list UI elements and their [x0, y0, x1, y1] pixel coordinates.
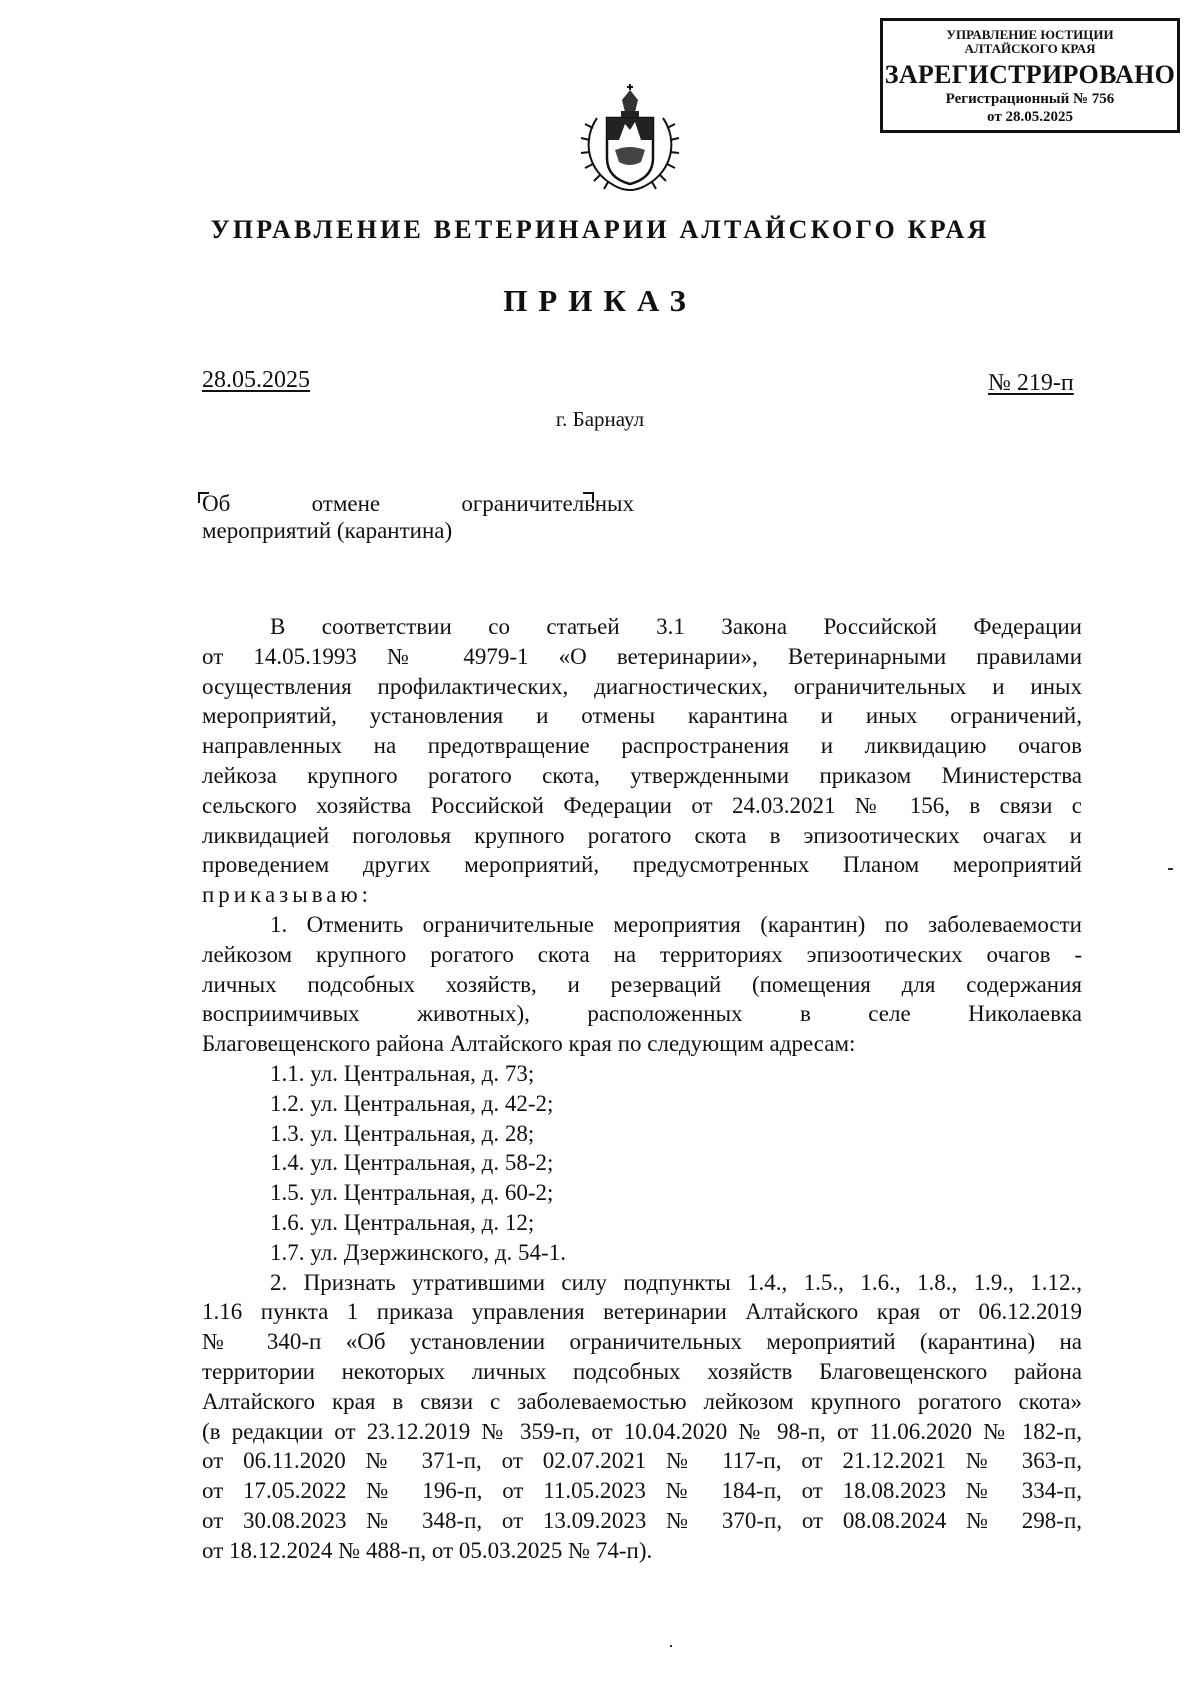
item1-line: Благовещенского района Алтайского края по следующим адресам:	[202, 1031, 856, 1057]
order-word: приказываю:	[202, 882, 373, 908]
agency-title: УПРАВЛЕНИЕ ВЕТЕРИНАРИИ АЛТАЙСКОГО КРАЯ	[210, 215, 990, 244]
item2-line: от 17.05.2022 № 196-п, от 11.05.2023 № 184-п, от 18.08.2023 № 334-п,	[202, 1478, 1082, 1504]
item2-line: (в редакции от 23.12.2019 № 359-п, от 10.04.2020 № 98-п, от 11.06.2020 № 182-п,	[202, 1418, 1082, 1444]
preamble-line: ликвидацией поголовья крупного рогатого скота в эпизоотических очагах и	[202, 822, 1082, 848]
order-number: № 219-п	[988, 370, 1074, 396]
address-item: 1.1. ул. Центральная, д. 73;	[270, 1060, 535, 1086]
preamble-line: от 14.05.1993 № 4979-1 «О ветеринарии», Ветеринарными правилами	[202, 643, 1082, 669]
stamp-status: ЗАРЕГИСТРИРОВАНО	[884, 60, 1176, 89]
item1-line: личных подсобных хозяйств, и резерваций (помещения для содержания	[202, 971, 1082, 997]
preamble-line: проведением других мероприятий, предусмотренных Планом мероприятий	[202, 852, 1082, 878]
scan-speck	[670, 1645, 672, 1647]
item1-line: 1. Отменить ограничительные мероприятия (карантин) по заболеваемости	[270, 911, 1082, 937]
address-item: 1.6. ул. Центральная, д. 12;	[270, 1209, 535, 1235]
document-type: ПРИКАЗ	[503, 283, 697, 318]
address-item: 1.5. ул. Центральная, д. 60-2;	[270, 1180, 554, 1206]
issue-city: г. Барнаул	[555, 407, 645, 431]
preamble-line: осуществления профилактических, диагностических, ограничительных и иных	[202, 673, 1082, 699]
address-item: 1.3. ул. Центральная, д. 28;	[270, 1120, 535, 1146]
order-date: 28.05.2025	[202, 367, 310, 393]
item2-line: № 340-п «Об установлении ограничительных мероприятий (карантина) на	[202, 1329, 1082, 1355]
item2-line: от 18.12.2024 № 488-п, от 05.03.2025 № 74-п).	[202, 1537, 653, 1563]
item2-line: 2. Признать утратившими силу подпункты 1.4., 1.5., 1.6., 1.8., 1.9., 1.12.,	[270, 1269, 1082, 1295]
preamble-line: мероприятий, установления и отмены карантина и иных ограничений,	[202, 703, 1082, 729]
stamp-authority-line1: УПРАВЛЕНИЕ ЮСТИЦИИ	[946, 27, 1114, 42]
subject-word: Об	[202, 491, 231, 516]
stamp-reg-date: от 28.05.2025	[987, 109, 1073, 125]
corner-bracket-left	[198, 492, 209, 503]
preamble-line: лейкоза крупного рогатого скота, утвержденными приказом Министерства	[202, 762, 1082, 788]
preamble-line: В соответствии со статьей 3.1 Закона Российской Федерации	[270, 614, 1082, 639]
stamp-authority-line2: АЛТАЙСКОГО КРАЯ	[964, 41, 1096, 56]
subject-word: отмене	[311, 491, 381, 516]
address-item: 1.2. ул. Центральная, д. 42-2;	[270, 1090, 554, 1116]
scan-speck	[1168, 868, 1173, 870]
item2-line: от 30.08.2023 № 348-п, от 13.09.2023 № 370-п, от 08.08.2024 № 298-п,	[202, 1507, 1082, 1533]
subject-word: ограничительных	[461, 491, 634, 516]
item1-line: восприимчивых животных), расположенных в селе Николаевка	[202, 1001, 1082, 1027]
item2-line: Алтайского края в связи с заболеваемостью лейкозом крупного рогатого скота»	[202, 1388, 1082, 1414]
item1-line: лейкозом крупного рогатого скота на территориях эпизоотических очагов -	[202, 941, 1082, 967]
stamp-reg-number: Регистрационный № 756	[945, 91, 1115, 107]
preamble-line: сельского хозяйства Российской Федерации от 24.03.2021 № 156, в связи с	[202, 792, 1082, 818]
preamble-line: направленных на предотвращение распространения и ликвидацию очагов	[202, 733, 1082, 759]
subject-line2: мероприятий (карантина)	[202, 518, 453, 543]
item2-line: от 06.11.2020 № 371-п, от 02.07.2021 № 117-п, от 21.12.2021 № 363-п,	[202, 1448, 1082, 1474]
address-item: 1.7. ул. Дзержинского, д. 54-1.	[270, 1239, 566, 1265]
order-subject	[202, 490, 634, 544]
item2-line: 1.16 пункта 1 приказа управления ветеринарии Алтайского края от 06.12.2019	[202, 1299, 1082, 1325]
address-item: 1.4. ул. Центральная, д. 58-2;	[270, 1150, 554, 1176]
corner-bracket-right	[583, 492, 594, 503]
item2-line: территории некоторых личных подсобных хозяйств Благовещенского района	[202, 1358, 1082, 1384]
registration-stamp	[880, 18, 1180, 133]
coat-of-arms-icon	[575, 78, 685, 196]
order-body	[202, 612, 1082, 1566]
